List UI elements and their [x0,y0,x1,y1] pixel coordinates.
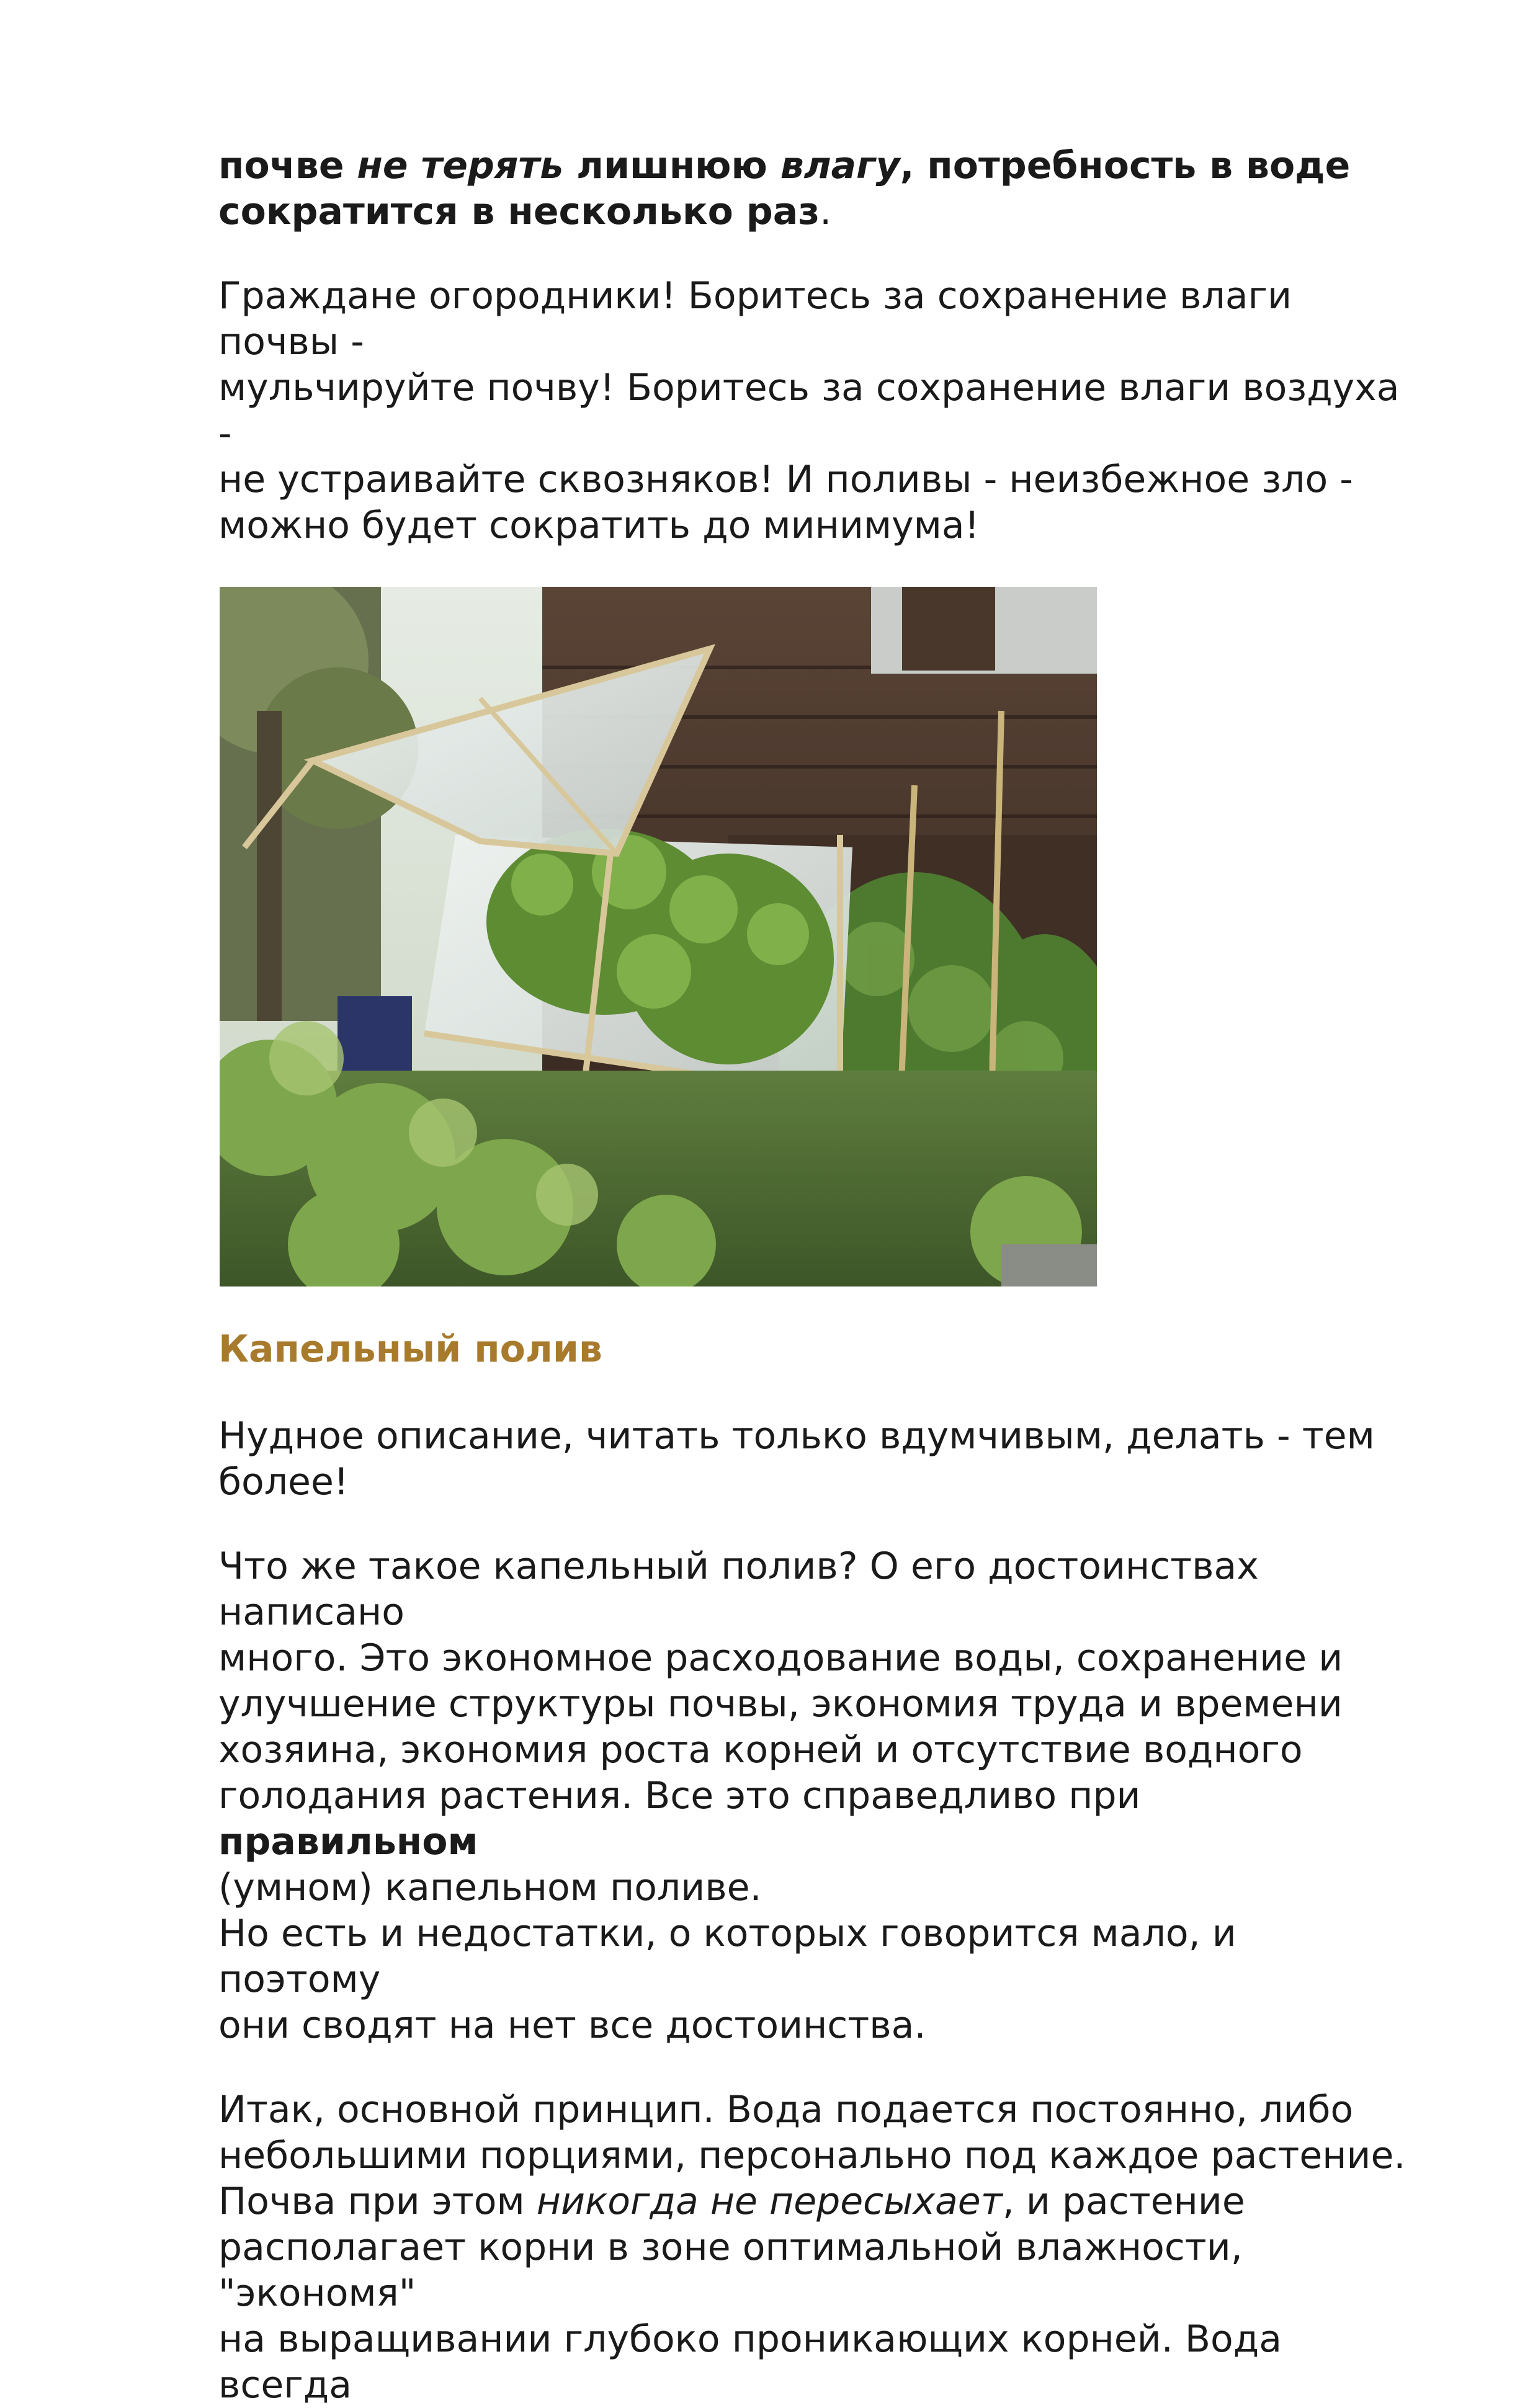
greenhouse-photo-illustration [220,587,1097,1286]
definition-line: улучшение структуры почвы, экономия труда и времени [218,1682,1343,1726]
lead-text-2: лишнюю [563,144,780,187]
paragraph-appeal [218,273,1410,548]
definition-line: хозяина, экономия роста корней и отсутствие водного [218,1728,1303,1772]
lead-emphasis-2: влагу [780,144,900,187]
appeal-line: не устраивайте сквозняков! И поливы - неизбежное зло - [218,458,1353,501]
document-page [218,143,1410,2408]
principle-italic-phrase: никогда не пересыхает [536,2180,1003,2223]
principle-line: располагает корни в зоне оптимальной влажности, "экономя" [218,2226,1243,2315]
paragraph-intro [218,1413,1410,1505]
appeal-line: мульчируйте почву! Боритесь за сохранение влаги воздуха - [218,366,1400,455]
definition-line: голодания растения. Все это справедливо при [218,1774,1141,1817]
section-heading: Капельный полив [218,1327,602,1371]
principle-line: Почва при этом [218,2180,537,2223]
principle-line: Итак, основной принцип. Вода подается постоянно, либо [218,2088,1354,2131]
lead-text-4: сократится в несколько раз [218,190,820,233]
definition-line: Но есть и недостатки, о которых говорится мало, и поэтому [218,1912,1236,2001]
definition-line: они сводят на нет все достоинства. [218,2004,926,2047]
definition-line: (умном) капельном поливе. [218,1866,762,1909]
lead-emphasis-1: не терять [357,144,564,187]
lead-paragraph [218,143,1410,234]
definition-bold-word: правильном [218,1820,478,1863]
intro-line: Нудное описание, читать только вдумчивым, делать - тем [218,1414,1375,1458]
appeal-line: можно будет сократить до минимума! [218,504,980,547]
definition-line: Что же такое капельный полив? О его достоинствах написано [218,1545,1259,1634]
lead-period: . [820,190,832,233]
definition-line: много. Это экономное расходование воды, сохранение и [218,1636,1343,1680]
appeal-line: Граждане огородники! Боритесь за сохранение влаги почвы - [218,274,1292,363]
intro-line: более! [218,1460,349,1504]
paragraph-definition [218,1543,1410,2048]
principle-line: небольшими порциями, персонально под каждое растение. [218,2134,1406,2177]
principle-line: на выращивании глубоко проникающих корней. Вода всегда [218,2317,1282,2407]
greenhouse-photo [220,587,1097,1286]
paragraph-principle [218,2087,1410,2408]
principle-line: , и растение [1002,2180,1245,2223]
lead-text-1: почве [218,144,357,187]
lead-text-3: , потребность в воде [900,144,1351,187]
